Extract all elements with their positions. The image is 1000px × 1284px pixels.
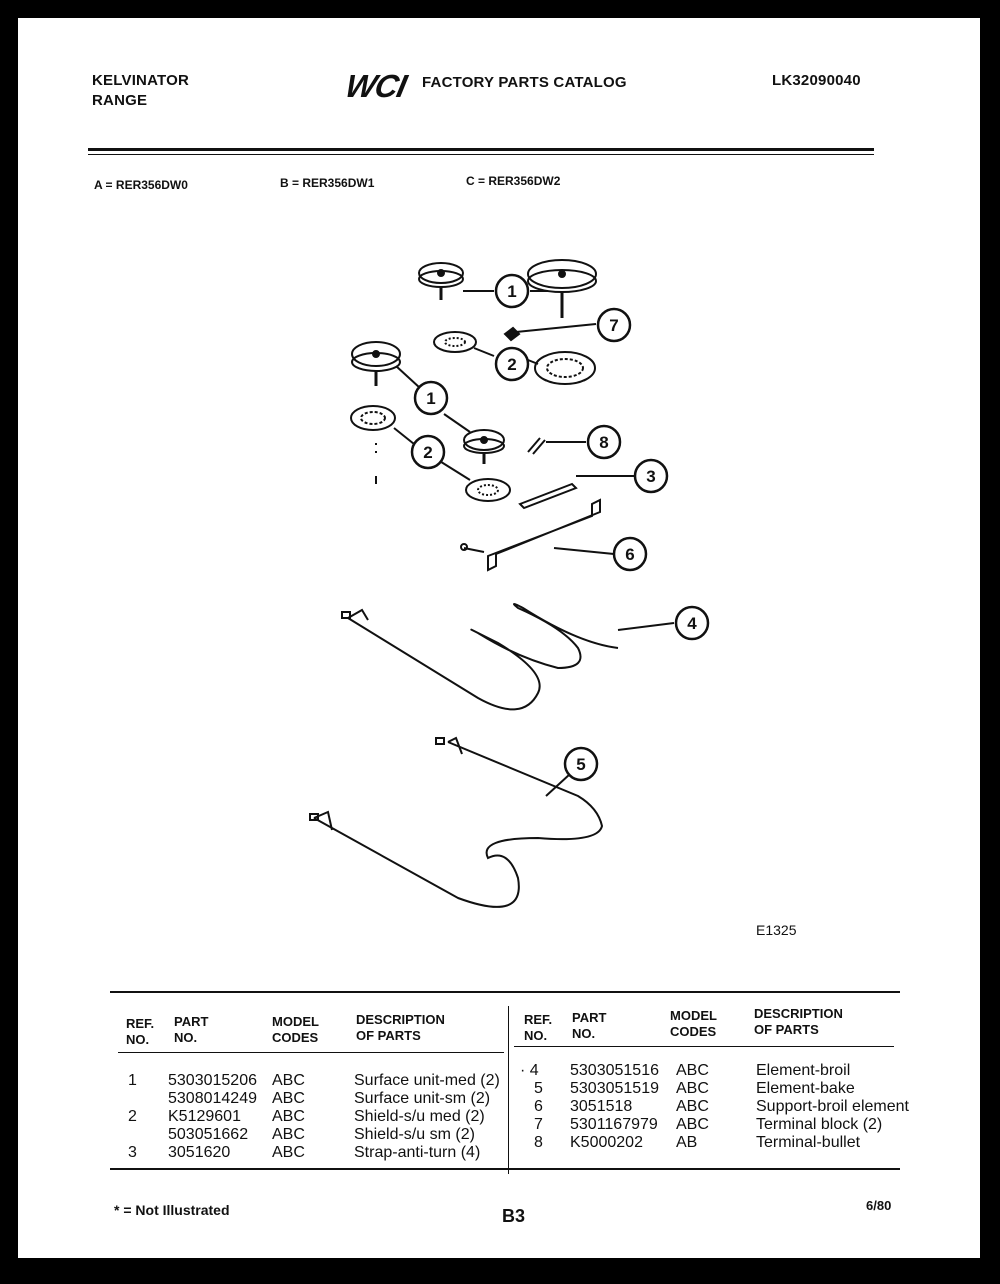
row-model: ABC	[676, 1098, 709, 1115]
row-model: ABC	[272, 1126, 305, 1143]
row-desc: Support-broil element	[756, 1098, 909, 1115]
figure-id: E1325	[756, 922, 797, 938]
col-ref-header-right: REF. NO.	[524, 1012, 553, 1043]
row-ref: 5	[534, 1080, 543, 1097]
col-desc-header-left: DESCRIPTION OF PARTS	[356, 1012, 445, 1043]
table-divider	[508, 1006, 509, 1174]
row-ref: 6	[534, 1098, 543, 1115]
col-part-header-left: PART NO.	[174, 1014, 209, 1045]
catalog-date: 6/80	[866, 1198, 892, 1213]
header-rule-left	[118, 1052, 504, 1053]
row-part: 503051662	[168, 1126, 249, 1143]
shield-sm-left	[466, 479, 510, 501]
row-desc: Strap-anti-turn (4)	[354, 1144, 481, 1161]
row-model: ABC	[272, 1144, 305, 1161]
callout-6: 6	[625, 545, 635, 564]
row-ref: 7	[534, 1116, 543, 1133]
callout-4: 4	[687, 614, 697, 633]
row-ref: 8	[534, 1134, 543, 1151]
callout-1a: 1	[507, 282, 517, 301]
product-name: RANGE	[92, 92, 148, 109]
col-model-header-left: MODEL CODES	[272, 1014, 319, 1045]
row-part: 3051518	[570, 1098, 633, 1115]
terminal-bullet-part	[528, 438, 545, 454]
row-model: ABC	[676, 1116, 709, 1133]
row-desc: Surface unit-sm (2)	[354, 1090, 491, 1107]
shield-sm-top	[434, 332, 476, 352]
row-ref: 3	[128, 1144, 137, 1161]
row-part: 5303051519	[570, 1080, 659, 1097]
row-part: 5301167979	[570, 1116, 658, 1133]
row-model: ABC	[272, 1108, 305, 1125]
brand-name: KELVINATOR	[92, 72, 190, 89]
row-part: 5303015206	[168, 1072, 257, 1089]
table-row	[128, 1108, 508, 1126]
table-row	[128, 1144, 508, 1162]
col-ref-header-left: REF. NO.	[126, 1016, 155, 1047]
table-row	[128, 1126, 508, 1144]
callout-2a: 2	[507, 355, 517, 374]
row-model: ABC	[676, 1080, 709, 1097]
row-ref: 2	[128, 1108, 137, 1125]
row-part: K5000202	[570, 1134, 643, 1151]
table-row	[128, 1090, 508, 1108]
row-model: ABC	[676, 1062, 709, 1079]
row-part: K5129601	[168, 1108, 241, 1125]
col-part-header-right: PART NO.	[572, 1010, 607, 1041]
row-ref: · 4	[520, 1062, 539, 1079]
table-row	[520, 1080, 900, 1098]
parts-diagram	[18, 18, 980, 978]
not-illustrated-note: * = Not Illustrated	[114, 1202, 230, 1218]
callout-2b: 2	[423, 443, 433, 462]
row-part: 5303051516	[570, 1062, 659, 1079]
row-desc: Shield-s/u med (2)	[354, 1108, 485, 1125]
row-desc: Terminal block (2)	[756, 1116, 883, 1133]
table-row	[520, 1098, 909, 1116]
catalog-page	[18, 18, 980, 1258]
model-b: B = RER356DW1	[280, 176, 375, 190]
col-model-header-right: MODEL CODES	[670, 1008, 717, 1039]
page-number: B3	[502, 1206, 526, 1226]
table-row	[520, 1134, 900, 1152]
shield-med-left	[351, 406, 395, 430]
table-row	[520, 1062, 900, 1080]
table-top-rule	[110, 991, 900, 993]
row-part: 3051620	[168, 1144, 231, 1161]
callout-1b: 1	[426, 389, 436, 408]
row-part: 5308014249	[168, 1090, 257, 1107]
shield-med-top	[535, 352, 595, 384]
callout-8: 8	[599, 433, 609, 452]
row-desc: Shield-s/u sm (2)	[354, 1126, 475, 1143]
table-bottom-rule	[110, 1168, 900, 1170]
broil-element-part	[348, 604, 618, 709]
row-desc: Element-broil	[756, 1062, 851, 1079]
table-row	[520, 1116, 900, 1134]
header-rule-right	[514, 1046, 894, 1047]
row-desc: Terminal-bullet	[756, 1134, 861, 1151]
row-model: ABC	[272, 1072, 305, 1089]
row-model: AB	[676, 1134, 698, 1151]
row-model: ABC	[272, 1090, 305, 1107]
parts-table-left	[128, 1072, 508, 1162]
support-broil-element-part	[488, 500, 600, 570]
callout-7: 7	[609, 316, 619, 335]
model-a: A = RER356DW0	[94, 178, 188, 192]
row-desc: Element-bake	[756, 1080, 855, 1097]
callout-3: 3	[646, 467, 656, 486]
wci-logo: WCI	[342, 68, 410, 104]
table-row	[128, 1072, 508, 1090]
row-ref: 1	[128, 1072, 137, 1089]
bake-element-part	[314, 742, 602, 907]
strap-anti-turn-part	[520, 484, 576, 508]
catalog-number: LK32090040	[772, 72, 861, 89]
callout-5: 5	[576, 755, 586, 774]
model-c: C = RER356DW2	[466, 174, 561, 188]
row-desc: Surface unit-med (2)	[354, 1072, 500, 1089]
catalog-title: FACTORY PARTS CATALOG	[422, 74, 627, 91]
col-desc-header-right: DESCRIPTION OF PARTS	[754, 1006, 843, 1037]
parts-table-right	[520, 1062, 909, 1152]
terminal-block-part	[505, 328, 519, 340]
